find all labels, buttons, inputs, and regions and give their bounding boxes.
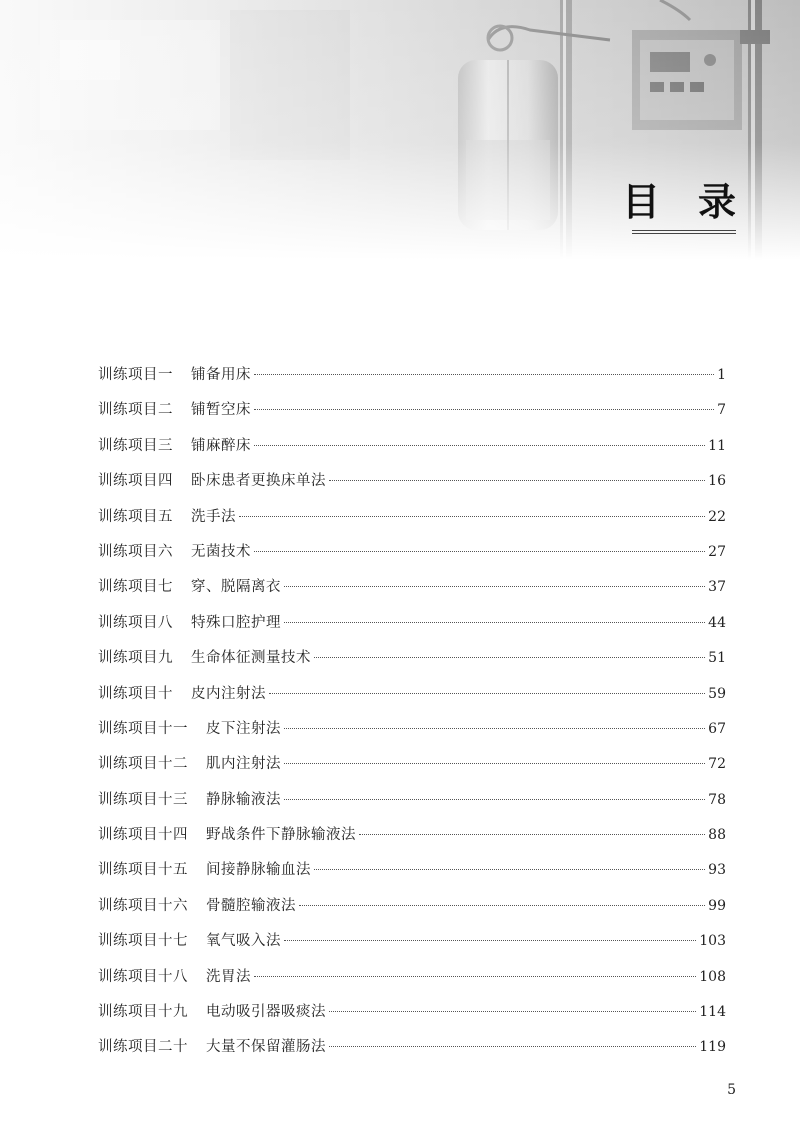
toc-entry-label: 训练项目九 — [98, 650, 173, 667]
toc-entry[interactable] — [98, 611, 726, 646]
toc-entry-page: 11 — [708, 437, 726, 454]
toc-entry[interactable] — [98, 434, 726, 469]
toc-entry[interactable] — [98, 894, 726, 929]
toc-entry-label: 训练项目三 — [98, 437, 173, 454]
toc-dot-leader — [284, 586, 705, 587]
toc-entry-title: 洗胃法 — [206, 968, 251, 985]
toc-entry-label: 训练项目二十 — [98, 1039, 188, 1056]
toc-entry-title: 洗手法 — [191, 508, 236, 525]
toc-entry-page: 16 — [708, 473, 726, 490]
toc-dot-leader — [254, 409, 714, 410]
toc-entry-title: 无菌技术 — [191, 543, 251, 560]
toc-entry-label: 训练项目六 — [98, 543, 173, 560]
toc-entry[interactable] — [98, 752, 726, 787]
page-title: 目录 — [621, 179, 774, 224]
toc-dot-leader — [254, 374, 714, 375]
toc-entry[interactable] — [98, 469, 726, 504]
toc-entry-page: 44 — [708, 614, 726, 631]
toc-dot-leader — [254, 551, 705, 552]
toc-entry-label: 训练项目十六 — [98, 897, 188, 914]
toc-entry[interactable] — [98, 505, 726, 540]
toc-entry-page: 72 — [708, 756, 726, 773]
toc-entry[interactable] — [98, 575, 726, 610]
toc-dot-leader — [284, 622, 705, 623]
toc-entry[interactable] — [98, 717, 726, 752]
toc-entry[interactable] — [98, 823, 726, 858]
toc-entry-title: 特殊口腔护理 — [191, 614, 281, 631]
toc-entry[interactable] — [98, 363, 726, 398]
toc-entry[interactable] — [98, 1035, 726, 1070]
toc-entry-page: 78 — [708, 791, 726, 808]
toc-dot-leader — [239, 516, 705, 517]
toc-entry[interactable] — [98, 646, 726, 681]
toc-entry-label: 训练项目二 — [98, 402, 173, 419]
toc-entry-title: 静脉输液法 — [206, 791, 281, 808]
toc-entry-title: 皮下注射法 — [206, 720, 281, 737]
toc-entry-title: 皮内注射法 — [191, 685, 266, 702]
toc-entry-label: 训练项目四 — [98, 473, 173, 490]
toc-dot-leader — [314, 657, 705, 658]
toc-dot-leader — [359, 834, 705, 835]
toc-entry-page: 1 — [717, 367, 726, 383]
toc-dot-leader — [284, 940, 696, 941]
toc-entry-page: 88 — [708, 827, 726, 844]
toc-dot-leader — [299, 905, 705, 906]
toc-entry-label: 训练项目五 — [98, 508, 173, 525]
toc-entry[interactable] — [98, 398, 726, 433]
toc-entry-title: 大量不保留灌肠法 — [206, 1039, 326, 1056]
toc-dot-leader — [329, 1011, 696, 1012]
toc-entry-label: 训练项目十一 — [98, 720, 188, 737]
toc-dot-leader — [284, 799, 705, 800]
toc-entry-label: 训练项目十八 — [98, 968, 188, 985]
toc-entry-title: 野战条件下静脉输液法 — [206, 827, 356, 844]
toc-entry-label: 训练项目一 — [98, 367, 173, 383]
toc-entry-title: 穿、脱隔离衣 — [191, 579, 281, 596]
table-of-contents — [98, 363, 726, 1071]
toc-entry-page: 59 — [708, 685, 726, 702]
toc-entry-title: 生命体征测量技术 — [191, 650, 311, 667]
toc-entry-label: 训练项目十五 — [98, 862, 188, 879]
toc-entry-page: 51 — [708, 650, 726, 667]
toc-entry[interactable] — [98, 1000, 726, 1035]
toc-entry-title: 铺麻醉床 — [191, 437, 251, 454]
toc-entry-title: 卧床患者更换床单法 — [191, 473, 326, 490]
toc-entry-title: 氧气吸入法 — [206, 933, 281, 950]
toc-entry-page: 114 — [699, 1004, 726, 1021]
toc-entry-title: 肌内注射法 — [206, 756, 281, 773]
toc-entry-page: 103 — [699, 933, 726, 950]
toc-dot-leader — [254, 976, 696, 977]
toc-dot-leader — [269, 693, 705, 694]
toc-entry-title: 铺备用床 — [191, 367, 251, 383]
page-number: 5 — [727, 1082, 736, 1098]
toc-entry-label: 训练项目十三 — [98, 791, 188, 808]
toc-entry-label: 训练项目十二 — [98, 756, 188, 773]
toc-entry[interactable] — [98, 540, 726, 575]
toc-entry-page: 108 — [699, 968, 726, 985]
toc-entry[interactable] — [98, 682, 726, 717]
toc-entry-title: 铺暂空床 — [191, 402, 251, 419]
toc-entry-label: 训练项目十七 — [98, 933, 188, 950]
toc-entry-page: 67 — [708, 720, 726, 737]
toc-entry-label: 训练项目八 — [98, 614, 173, 631]
toc-entry-page: 119 — [699, 1039, 726, 1056]
toc-entry[interactable] — [98, 965, 726, 1000]
toc-dot-leader — [284, 728, 705, 729]
toc-entry-page: 27 — [708, 543, 726, 560]
toc-dot-leader — [314, 869, 705, 870]
toc-dot-leader — [329, 480, 705, 481]
toc-entry-page: 37 — [708, 579, 726, 596]
toc-entry[interactable] — [98, 929, 726, 964]
toc-entry-page: 7 — [717, 402, 726, 419]
toc-entry-title: 骨髓腔输液法 — [206, 897, 296, 914]
toc-entry[interactable] — [98, 788, 726, 823]
toc-dot-leader — [329, 1046, 696, 1047]
toc-entry-title: 间接静脉输血法 — [206, 862, 311, 879]
toc-entry-page: 22 — [708, 508, 726, 525]
toc-dot-leader — [284, 763, 705, 764]
toc-entry-label: 训练项目十 — [98, 685, 173, 702]
toc-entry-label: 训练项目十四 — [98, 827, 188, 844]
toc-entry[interactable] — [98, 858, 726, 893]
toc-entry-page: 99 — [708, 897, 726, 914]
toc-entry-page: 93 — [708, 862, 726, 879]
title-block — [621, 179, 774, 234]
toc-entry-title: 电动吸引器吸痰法 — [206, 1004, 326, 1021]
toc-entry-label: 训练项目七 — [98, 579, 173, 596]
toc-dot-leader — [254, 445, 705, 446]
title-underline — [632, 230, 736, 234]
toc-entry-label: 训练项目十九 — [98, 1004, 188, 1021]
